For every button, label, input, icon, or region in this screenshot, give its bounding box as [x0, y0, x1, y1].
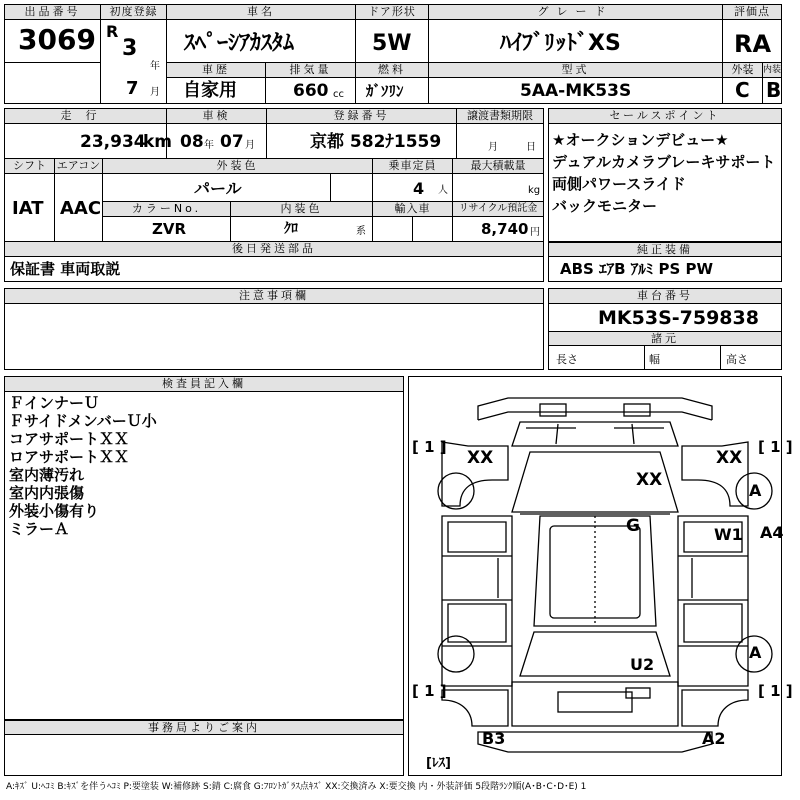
interior-color-label: 内装色	[231, 202, 372, 217]
color-label: 外装色	[103, 159, 372, 174]
front-bumper-plate	[540, 404, 566, 416]
width-label: 幅	[649, 353, 660, 366]
lot-number-label: 出品番号	[5, 5, 100, 20]
grade: ﾊｲﾌﾞﾘｯﾄﾞXS	[500, 31, 621, 56]
length-label: 長さ	[556, 353, 578, 366]
door-type-label: ドア形状	[356, 5, 428, 20]
transfer-month-unit: 月	[488, 142, 498, 153]
history-label: 車歴	[167, 63, 265, 78]
damage-mark-resu: [ﾚｽ]	[426, 756, 451, 771]
later-parts-value: 保証書 車両取説	[10, 260, 121, 278]
transfer-day-unit: 日	[526, 142, 536, 153]
equipment-label: 純正装備	[549, 242, 781, 257]
inspector-note: ロアサポートＸＸ	[9, 448, 130, 466]
damage-mark-front-right-bracket: [ 1 ]	[758, 438, 793, 456]
damage-code-legend: A:ｷｽﾞ U:ﾍｺﾐ B:ｷｽﾞを伴うﾍｺﾐ P:要塗装 W:補修跡 S:錆 C:腐食 G:ﾌﾛﾝﾄｶﾞﾗｽ点ｷｽﾞ XX:交換済み X:要交換 内・外装評価 5段階ﾗﾝｸ順(A･B･C･D･E) 1	[6, 782, 587, 792]
sales-point: デュアルカメラブレーキサポート	[552, 153, 776, 171]
inspector-note: 室内内張傷	[9, 484, 85, 502]
equipment-value: ABS ｴｱB ｱﾙﾐ PS PW	[560, 260, 714, 278]
inspector-note: 外装小傷有り	[9, 502, 100, 520]
door-type: 5W	[372, 31, 412, 56]
interior-grade: B	[766, 78, 782, 102]
capacity-label: 乗車定員	[373, 159, 452, 174]
inspector-note: コアサポートＸＸ	[9, 430, 130, 448]
transfer-docs-label: 譲渡書類期限	[457, 109, 543, 124]
hood-outline	[512, 422, 678, 446]
exterior-color: パール	[194, 179, 242, 198]
rear-right-fender	[682, 690, 748, 726]
damage-mark-u2: U2	[630, 655, 655, 674]
color-number-label: カラーNo.	[103, 202, 230, 217]
mileage-unit: km	[143, 132, 173, 152]
mileage: 23,934	[80, 132, 146, 152]
aircon: AAC	[60, 198, 102, 219]
height-label: 高さ	[726, 353, 748, 366]
sales-points-list	[552, 129, 775, 217]
max-load-label: 最大積載量	[453, 159, 543, 174]
inspector-notes	[9, 394, 157, 538]
color-number: ZVR	[152, 220, 187, 238]
registration-year: 3	[122, 36, 138, 61]
import-label: 輸入車	[373, 202, 452, 217]
damage-mark-b3: B3	[482, 729, 506, 748]
damage-mark-a-rear-right: A	[749, 643, 762, 662]
shift: IAT	[12, 198, 44, 219]
fuel-label: 燃料	[356, 63, 428, 78]
damage-mark-xx-left: XX	[467, 448, 494, 468]
recycle-unit: 円	[530, 227, 540, 238]
damage-mark-rear-right-bracket: [ 1 ]	[758, 682, 793, 700]
inspector-note: ＦサイドメンバーＵ小	[9, 412, 157, 430]
damage-mark-rear-left-bracket: [ 1 ]	[412, 682, 447, 700]
damage-mark-w1: W1	[714, 525, 743, 544]
inspector-note: ＦインナーＵ	[9, 394, 100, 412]
inspection-year: 08	[180, 132, 204, 152]
inspector-note: 室内薄汚れ	[9, 466, 85, 484]
left-side-body	[442, 516, 512, 686]
mileage-label: 走行	[5, 109, 166, 124]
year-unit: 年	[150, 61, 160, 72]
front-left-wheel	[438, 473, 474, 509]
damage-mark-a-front-right: A	[749, 481, 762, 500]
first-registration-label: 初度登録	[101, 5, 166, 20]
damage-mark-a4: A4	[760, 523, 784, 542]
damage-mark-g: G	[626, 516, 640, 536]
later-parts-label: 後日発送部品	[5, 242, 543, 257]
lot-number: 3069	[18, 23, 96, 56]
inspector-note: ミラーＡ	[9, 520, 70, 538]
inspection-label: 車検	[167, 109, 266, 124]
notes-label: 注意事項欄	[5, 289, 543, 304]
inspection-month-unit: 月	[245, 140, 255, 151]
plate-label: 登録番号	[267, 109, 456, 124]
damage-mark-a2: A2	[702, 729, 726, 748]
inspector-label: 検査員記入欄	[5, 377, 403, 392]
displacement-label: 排気量	[266, 63, 355, 78]
inspection-year-unit: 年	[204, 140, 214, 151]
interior-color: ｸﾛ	[284, 221, 298, 237]
sales-point: ★オークションデビュー★	[552, 131, 729, 149]
era-mark: R	[106, 22, 119, 41]
chassis-number: MK53S-759838	[598, 307, 759, 329]
rear-bumper-outline	[478, 729, 712, 752]
car-diagram	[408, 376, 782, 776]
grade-label: グレード	[429, 5, 722, 20]
displacement-unit: cc	[333, 89, 344, 100]
interior-color-unit: 系	[356, 226, 366, 237]
model-label: 型式	[429, 63, 722, 78]
recycle-label: リサイクル預託金	[453, 202, 543, 217]
month-unit: 月	[150, 87, 160, 98]
score-label: 評価点	[723, 5, 781, 20]
model: 5AA-MK53S	[520, 81, 632, 101]
vehicle-info-block	[4, 108, 544, 256]
fuel: ｶﾞｿﾘﾝ	[366, 82, 404, 100]
inspection-month: 07	[220, 132, 244, 152]
registration-month: 7	[126, 78, 139, 99]
chassis-label: 車台番号	[549, 289, 781, 304]
tailgate-outline	[512, 682, 678, 726]
specs-label: 諸元	[549, 331, 781, 346]
displacement: 660	[293, 81, 329, 101]
exterior-grade: C	[735, 78, 750, 102]
car-name: ｽﾍﾟｰｼｱｶｽﾀﾑ	[184, 31, 295, 56]
sales-point: バックモニター	[552, 197, 658, 215]
shift-label: シフト	[5, 159, 54, 174]
history: 自家用	[183, 80, 237, 101]
car-name-label: 車名	[167, 5, 355, 20]
sales-point: 両側パワースライド	[552, 175, 686, 193]
plate-number: 京都 582ﾅ1559	[310, 132, 442, 152]
recycle-fee: 8,740	[481, 220, 529, 238]
capacity: 4	[413, 179, 425, 198]
aircon-label: エアコン	[56, 159, 101, 172]
front-bumper-outline	[478, 398, 712, 420]
damage-mark-xx-center: XX	[636, 470, 663, 490]
damage-mark-front-left-bracket: [ 1 ]	[412, 438, 447, 456]
interior-label: 内装	[763, 63, 781, 78]
rear-left-fender	[442, 690, 508, 726]
capacity-unit: 人	[438, 185, 448, 196]
exterior-label: 外装	[723, 63, 762, 78]
score: RA	[734, 30, 772, 58]
max-load-unit: kg	[528, 185, 541, 196]
spare-tire-box	[626, 688, 650, 698]
damage-mark-xx-right: XX	[716, 448, 743, 468]
office-label: 事務局よりご案内	[5, 720, 403, 735]
sales-points-label: セールスポイント	[549, 109, 781, 124]
